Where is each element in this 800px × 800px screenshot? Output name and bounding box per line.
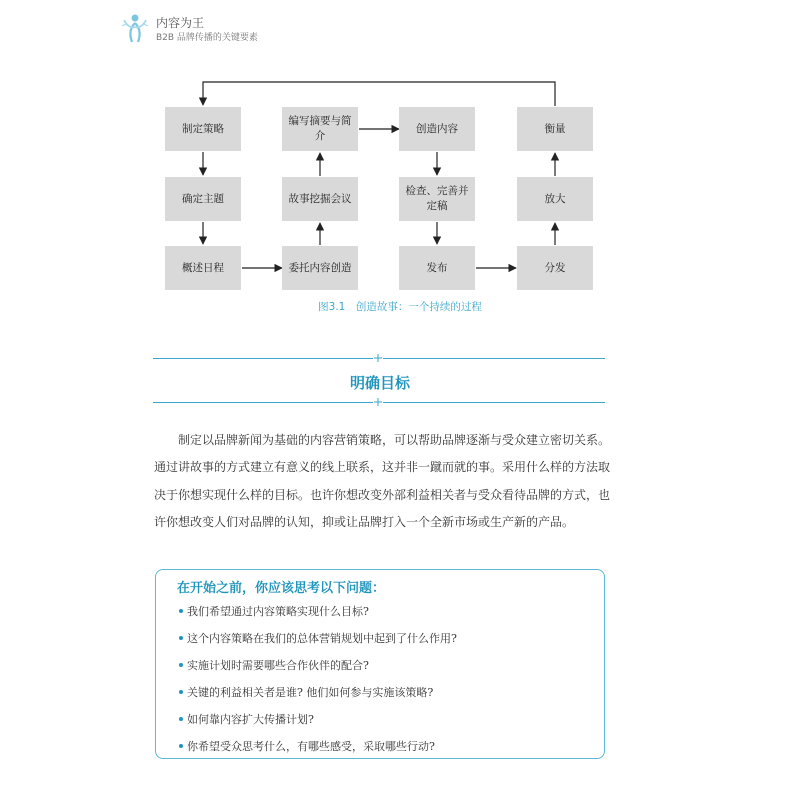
rule-ornament-icon	[373, 353, 383, 363]
question-box-title: 在开始之前，你应该思考以下问题：	[177, 581, 386, 596]
list-item	[179, 708, 599, 735]
node-make-strategy: 制定策略	[165, 107, 241, 151]
question-text: 这个内容策略在我们的总体营销规划中起到了什么作用?	[187, 632, 457, 645]
running-header-title: 内容为王	[156, 16, 205, 30]
node-outline-schedule: 概述日程	[165, 246, 241, 290]
bullet-dot-icon	[179, 609, 183, 613]
node-measure: 衡量	[517, 107, 593, 151]
list-item	[179, 600, 599, 627]
bullet-dot-icon	[179, 690, 183, 694]
node-define-topic: 确定主题	[165, 177, 241, 221]
arrow-measure-to-strategy	[203, 82, 555, 106]
bullet-dot-icon	[179, 663, 183, 667]
list-item	[179, 735, 599, 762]
question-text: 实施计划时需要哪些合作伙伴的配合?	[187, 659, 369, 672]
section-title: 明确目标	[349, 374, 410, 392]
list-item	[179, 627, 599, 654]
node-write-brief: 编写摘要与简介	[282, 107, 358, 151]
node-amplify: 放大	[517, 177, 593, 221]
running-header-subtitle: B2B 品牌传播的关键要素	[156, 33, 258, 43]
node-distribute: 分发	[517, 246, 593, 290]
bullet-dot-icon	[179, 717, 183, 721]
figure-caption: 图3.1 创造故事：一个持续的过程	[318, 301, 482, 313]
question-text: 你希望受众思考什么，有哪些感受，采取哪些行动?	[187, 740, 435, 753]
question-text: 如何靠内容扩大传播计划?	[187, 713, 314, 726]
question-list	[179, 600, 599, 762]
list-item	[179, 654, 599, 681]
node-create-content: 创造内容	[399, 107, 475, 151]
bullet-dot-icon	[179, 744, 183, 748]
node-publish: 发布	[399, 246, 475, 290]
node-story-meeting: 故事挖掘会议	[282, 177, 358, 221]
list-item	[179, 681, 599, 708]
rule-ornament-icon	[373, 397, 383, 407]
question-text: 关键的利益相关者是谁? 他们如何参与实施该策略?	[187, 686, 434, 699]
node-review-finalize: 检查、完善并定稿	[399, 177, 475, 221]
node-commission-content: 委托内容创造	[282, 246, 358, 290]
question-text: 我们希望通过内容策略实现什么目标?	[187, 605, 369, 618]
bullet-dot-icon	[179, 636, 183, 640]
body-paragraph: 制定以品牌新闻为基础的内容营销策略，可以帮助品牌逐渐与受众建立密切关系。通过讲故事的方式建立有意义的线上联系，这并非一蹴而就的事。采用什么样的方法取决于你想实现什么样的目标。也许你想改变外部利益相关者与受众看待品牌的方式，也许你想改变人们对品牌的认知，抑或让品牌打入一个全新市场或生产新的产品。	[154, 433, 611, 529]
